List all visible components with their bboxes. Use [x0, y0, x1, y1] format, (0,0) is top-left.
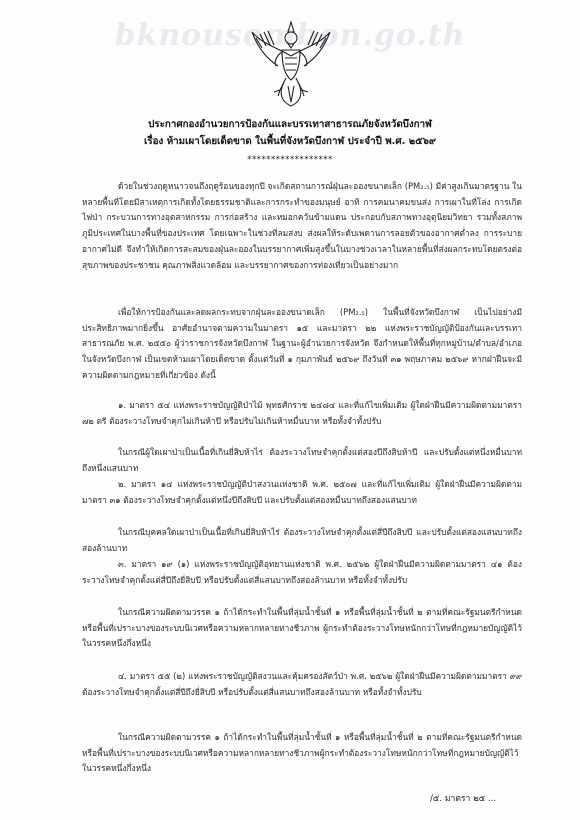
page-continuation: /๕. มาตรา ๒๕ ... [430, 794, 497, 804]
garuda-emblem-icon [248, 18, 334, 110]
clause-1: ๑. มาตรา ๕๔ แห่งพระราชบัญญัติป่าไม้ พุทธศักราช ๒๔๘๔ และที่แก้ไขเพิ่มเติม ผู้ใดฝ่าฝืนมีความผิดตามมาตรา ๗๒ ตรี ต้องระวางโทษจำคุกไม่เกินห้าปี หรือปรับไม่เกินห้าหมื่นบาท หรือทั้งจำทั้งปรับ [82, 400, 522, 426]
announcement-subject: เรื่อง ห้ามเผาโดยเด็ดขาด ในพื้นที่จังหวัดบึงกาฬ ประจำปี พ.ศ. ๒๕๖๙ [144, 136, 436, 147]
star-divider: ****************** [247, 155, 333, 165]
paragraph-intro: ด้วยในช่วงฤดูหนาวจนถึงฤดูร้อนของทุกปี จะเกิดสถานการณ์ฝุ่นละอองขนาดเล็ก (PM₂.₅) มีค่าสูงเกินมาตรฐาน ในหลายพื้นที่โดยมีสาเหตุการเกิดทั้งโดยธรรมชาติและการกระทำของมนุษย์ อาทิ การคมนาคมขนส่ง การเผาในที่โล่ง การเกิดไฟป่า กระบวนการทางอุตสาหกรรม การก่อสร้าง และหมอกควันข้ามแดน ประกอบกับสภาพทางอุตุนิยมวิทยา รวมทั้งสภาพภูมิประเทศในบางพื้นที่ของประเทศ โดยเฉพาะในช่วงที่ลมสงบ ส่งผลให้ระดับเพดานการลอยตัวของอากาศต่ำลง การระบายอากาศไม่ดี จึงทำให้เกิดการสะสมของฝุ่นละอองในบรรยากาศเพิ่มสูงขึ้นในบางช่วงเวลาในหลายพื้นที่ส่งผลกระทบโดยตรงต่อสุขภาพของประชาชน คุณภาพสิ่งแวดล้อม และบรรยากาศของการท่องเที่ยวเป็นอย่างมาก [82, 181, 522, 270]
clause-3: ๓. มาตรา ๑๙ (๑) แห่งพระราชบัญญัติอุทยานแห่งชาติ พ.ศ. ๒๕๖๒ ผู้ใดฝ่าฝืนมีความผิดตามมาตรา ๔๑ ต้องระวางโทษจำคุกตั้งแต่สี่ปีถึงยี่สิบปี หรือปรับตั้งแต่สี่แสนบาทถึงสองล้านบาท หรือทั้งจำทั้งปรับ [82, 559, 522, 585]
clause-3-sub: ในกรณีความผิดตามวรรค ๑ ถ้าได้กระทำในพื้นที่ลุ่มน้ำชั้นที่ ๑ หรือพื้นที่ลุ่มน้ำชั้นที่ ๒ ตามที่คณะรัฐมนตรีกำหนด หรือพื้นที่เปราะบางของระบบนิเวศหรือความหลากหลายทางชีวภาพ ผู้กระทำต้องระวางโทษหนักกว่าโทษที่กฎหมายบัญญัติไว้ในวรรคหนึ่งกึ่งหนึ่ง [82, 607, 522, 649]
clause-2: ๒. มาตรา ๑๔ แห่งพระราชบัญญัติป่าสงวนแห่งชาติ พ.ศ. ๒๕๐๗ และที่แก้ไขเพิ่มเติม ผู้ใดฝ่าฝืนมีความผิดตามมาตรา ๓๑ ต้องระวางโทษจำคุกตั้งแต่หนึ่งปีถึงสิบปี และปรับตั้งแต่สองหมื่นบาทถึงสองแสนบาท [82, 479, 522, 505]
clause-2-sub: ในกรณีบุคคลใดเผาป่าเป็นเนื้อที่เกินยี่สิบห้าไร่ ต้องระวางโทษจำคุกตั้งแต่สี่ปีถึงสิบปี และปรับตั้งแต่สองแสนบาทถึงสองล้านบาท [82, 527, 522, 553]
announcement-title: ประกาศกองอำนวยการป้องกันและบรรเทาสาธารณภัยจังหวัดบึงกาฬ [148, 119, 432, 130]
clause-1-sub: ในกรณีผู้ใดเผาป่าเป็นเนื้อที่เกินยี่สิบห้าไร่ ต้องระวางโทษจำคุกตั้งแต่สองปีถึงสิบห้าปี และปรับตั้งแต่หนึ่งหมื่นบาทถึงหนึ่งแสนบาท [82, 447, 522, 473]
clause-4: ๔. มาตรา ๕๕ (๒) แห่งพระราชบัญญัติสงวนและคุ้มครองสัตว์ป่า พ.ศ. ๒๕๖๒ ผู้ใดฝ่าฝืนมีความผิดตามมาตรา ๙๙ ต้องระวางโทษจำคุกตั้งแต่สี่ปีถึงยี่สิบปี หรือปรับตั้งแต่สี่แสนบาทถึงสองล้านบาท หรือทั้งจำทั้งปรับ [82, 671, 522, 697]
paragraph-order: เพื่อให้การป้องกันและลดผลกระทบจากฝุ่นละอองขนาดเล็ก (PM₂.₅) ในพื้นที่จังหวัดบึงกาฬ เป็นไปอย่างมีประสิทธิภาพมากยิ่งขึ้น อาศัยอำนาจตามความในมาตรา ๑๕ และมาตรา ๒๒ แห่งพระราชบัญญัติป้องกันและบรรเทาสาธารณภัย พ.ศ. ๒๕๕๐ ผู้ว่าราชการจังหวัดบึงกาฬ ในฐานะผู้อำนวยการจังหวัด จึงกำหนดให้พื้นที่ทุกหมู่บ้าน/ตำบล/อำเภอ ในจังหวัดบึงกาฬ เป็นเขตห้ามเผาโดยเด็ดขาด ตั้งแต่วันที่ ๑ กุมภาพันธ์ ๒๕๖๙ ถึงวันที่ ๓๑ พฤษภาคม ๒๕๖๙ หากฝ่าฝืนจะมีความผิดตามกฎหมายที่เกี่ยวข้อง ดังนี้ [82, 307, 522, 380]
clause-4-sub: ในกรณีความผิดตามวรรค ๑ ถ้าได้กระทำในพื้นที่ลุ่มน้ำชั้นที่ ๑ หรือพื้นที่ลุ่มน้ำชั้นที่ ๒ ตามที่คณะรัฐมนตรีกำหนด หรือพื้นที่เปราะบางของระบบนิเวศหรือความหลากหลายทางชีวภาพผู้กระทำต้องระวางโทษหนักกว่าโทษที่กฎหมายบัญญัติไว้ในวรรคหนึ่งกึ่งหนึ่ง [82, 732, 522, 774]
watermark: bknousombon.go.th [114, 18, 466, 53]
